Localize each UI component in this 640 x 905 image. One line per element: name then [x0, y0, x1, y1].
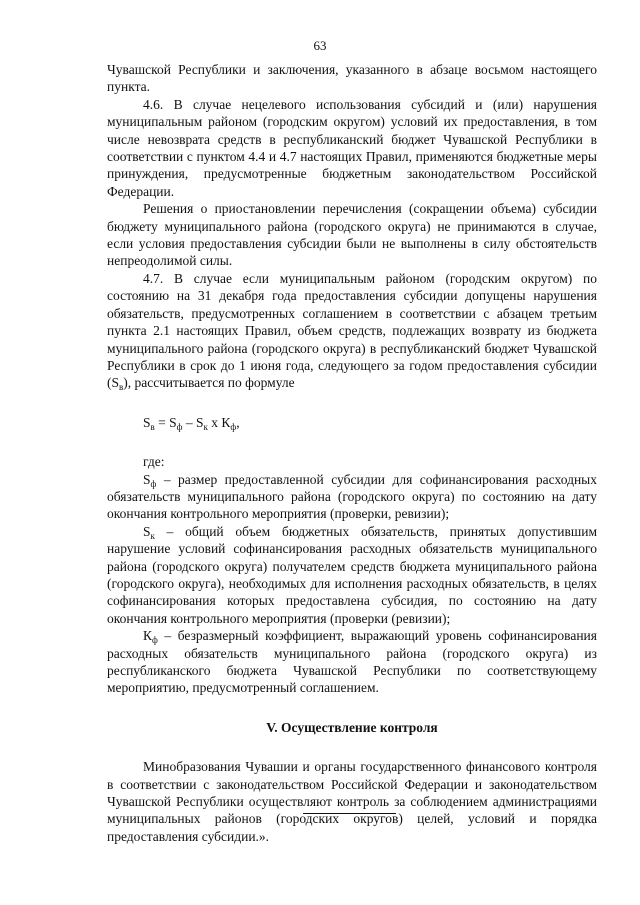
paragraph-4-7-text: 4.7. В случае если муниципальным районом (городским округом) по состоянию на 31 декабря года предоставления субсидии допущены нарушения обязательств, предусмотренных соглашением в соответствии с абзацем третьим пункта 2.1 настоящих Правил, объем средств, подлежащих возврату из бюджета муниципального района (городского округа) в республиканский бюджет Чувашской Республики в срок до 1 июня года, следующего за годом предоставления субсидии (S [107, 270, 597, 391]
formula [143, 414, 597, 431]
definition-sk-symbol: S [143, 523, 151, 539]
formula-s-symbol: S [143, 414, 151, 430]
document-body [107, 61, 597, 845]
definition-kf-subscript: ф [152, 635, 158, 646]
formula-end: , [236, 414, 240, 430]
formula-equals: = S [154, 414, 177, 430]
definition-kf [107, 627, 597, 697]
definition-sk-text: – общий объем бюджетных обязательств, принятых допустившим нарушение условий софинансирования расходных обязательств муниципального района (городского округа) получателем средств бюджета муниципального района (городского округа), необходимых для исполнения расходных обязательств, в целях софинансирования которых предоставлена субсидия, по состоянию на дату окончания контрольного мероприятия (проверки (ревизии); [107, 523, 597, 626]
definition-sf-symbol: S [143, 471, 151, 487]
section-heading: V. Осуществление контроля [266, 719, 438, 735]
paragraph-continuation: Чувашской Республики и заключения, указанного в абзаце восьмом настоящего пункта. [107, 62, 597, 95]
paragraph-4-7-subscript: в [119, 382, 124, 393]
formula-sf-subscript: ф [176, 421, 183, 432]
definition-kf-symbol: К [143, 628, 153, 644]
paragraph-4-6: 4.6. В случае нецелевого использования субсидий и (или) нарушения муниципальным районом (городским округом) условий их предоставления, в том числе невозврата средств в республиканский бюджет Чувашской Республики в соответствии с пунктом 4.4 и 4.7 настоящих Правил, применяются бюджетные меры принуждения, предусмотренные бюджетным законодательством Российской Федерации. [107, 96, 597, 199]
page-number: 63 [313, 38, 327, 53]
paragraph-4-7-tail: ), рассчитывается по формуле [123, 375, 295, 391]
definition-kf-text: – безразмерный коэффициент, выражающий уровень софинансирования расходных обязательств муниципального района (городского округа) из республиканского бюджета Чувашской Республики по соответствующему мероприятию, предусмотренный соглашением. [107, 628, 597, 696]
formula-kf-subscript: ф [230, 421, 237, 432]
paragraph-suspension-decisions: Решения о приостановлении перечисления (сокращении объема) субсидии бюджету муниципального района (городского округа) не принимаются в случае, если условия предоставления субсидии были не выполнены в силу обстоятельств непреодолимой силы. [107, 201, 597, 269]
definition-sk-subscript: к [150, 530, 155, 541]
formula-times: x К [207, 414, 231, 430]
formula-s-subscript: в [150, 421, 155, 432]
where-label: где: [143, 454, 165, 470]
definition-sf [107, 471, 597, 523]
formula-sk-subscript: к [203, 421, 208, 432]
definition-sf-text: – размер предоставленной субсидии для софинансирования расходных обязательств муниципального района (городского округа) по состоянию на дату окончания контрольного мероприятия (проверки, ревизии); [107, 471, 597, 522]
definition-sk [107, 523, 597, 627]
definition-sf-subscript: ф [150, 478, 157, 489]
section-paragraph: Минобразования Чувашии и органы государственного финансового контроля в соответствии с законодательством Российской Федерации и законодательством Чувашской Республики осуществляют контроль за соблюдением администрациями муниципальных районов (городских округов) целей, условий и порядка предоставления субсидии.». [107, 759, 597, 844]
footer-rule [303, 813, 396, 814]
formula-minus: – S [182, 414, 204, 430]
paragraph-4-7 [107, 270, 597, 392]
